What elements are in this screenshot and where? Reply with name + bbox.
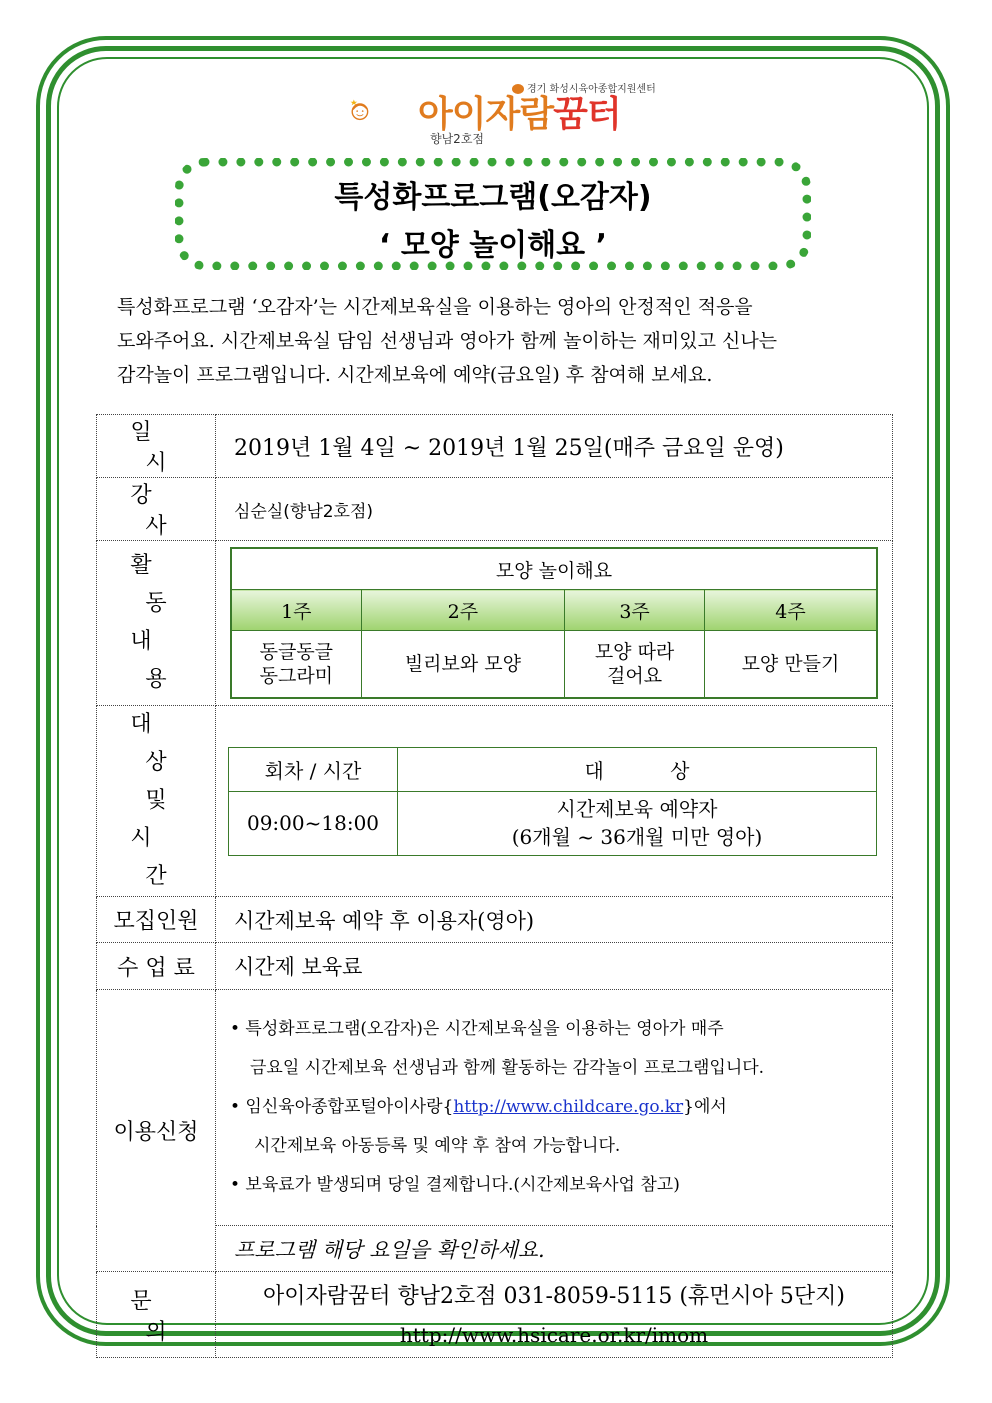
col-target-header: 대 상	[398, 747, 877, 791]
week-3: 3주	[565, 590, 705, 631]
week-2: 2주	[361, 590, 565, 631]
bullet-3: • 보육료가 발생되며 당일 결제합니다.(시간제보육사업 참고)	[230, 1175, 680, 1195]
activity-table	[230, 547, 878, 699]
apply-bullets	[216, 990, 893, 1226]
time-value: 09:00~18:00	[229, 791, 398, 855]
logo-org-name: 경기 화성시육아종합지원센터	[512, 80, 656, 95]
row-activity	[97, 541, 893, 706]
target-cell	[216, 706, 893, 897]
label-activity: 활 동 내 용	[97, 541, 216, 706]
label-fee: 수 업 료	[97, 943, 216, 990]
bullet-1-line1: • 특성화프로그램(오감자)은 시간제보육실을 이용하는 영아가 매주	[230, 1019, 724, 1039]
row-apply-note	[97, 1226, 893, 1272]
bullet-2-line2: 시간제보육 아동등록 및 예약 후 참여 가능합니다.	[254, 1136, 621, 1156]
row-contact	[97, 1272, 893, 1358]
intro-line: 도와주어요. 시간제보육실 담임 선생님과 영아가 함께 놀이하는 재미있고 신나는	[117, 330, 778, 352]
value-instructor: 심순실(향남2호점)	[216, 478, 893, 541]
intro-line: 특성화프로그램 ‘오감자’는 시간제보육실을 이용하는 영아의 안정적인 적응을	[117, 296, 753, 318]
week-4: 4주	[704, 590, 877, 631]
label-recruit: 모집인원	[97, 897, 216, 943]
value-fee: 시간제 보육료	[216, 943, 893, 990]
value-recruit: 시간제보육 예약 후 이용자(영아)	[216, 897, 893, 943]
label-apply: 이용신청	[97, 990, 216, 1272]
row-target	[97, 706, 893, 897]
activity-cell	[216, 541, 893, 706]
row-apply	[97, 990, 893, 1226]
week-2-content: 빌리보와 모양	[361, 631, 565, 699]
contact-phone: 아이자람꿈터 향남2호점 031-8059-5115 (휴먼시아 5단지)	[262, 1283, 845, 1309]
intro-line: 감각놀이 프로그램입니다. 시간제보육에 예약(금요일) 후 참여해 보세요.	[117, 364, 713, 386]
bullet-2-line1: • 임신육아종합포털아이사랑{http://www.childcare.go.kr}에서	[230, 1097, 727, 1117]
contact-cell	[216, 1272, 893, 1358]
row-instructor	[97, 478, 893, 541]
intro-paragraph	[117, 290, 877, 392]
row-recruit	[97, 897, 893, 943]
week-1: 1주	[231, 590, 361, 631]
label-target: 대 상 및 시 간	[97, 706, 216, 897]
program-title: 특성화프로그램(오감자)	[334, 180, 652, 215]
logo-text: 아이자람꿈터	[418, 94, 621, 135]
contact-url[interactable]: http://www.hsicare.or.kr/imom	[399, 1322, 709, 1347]
target-value: 시간제보육 예약자 (6개월 ~ 36개월 미만 영아)	[398, 791, 877, 855]
week-3-content: 모양 따라 걸어요	[565, 631, 705, 699]
apply-note: 프로그램 해당 요일을 확인하세요.	[216, 1226, 893, 1272]
info-table	[96, 414, 893, 1358]
program-subtitle: ‘ 모양 놀이해요 ’	[378, 228, 607, 263]
target-table	[228, 747, 877, 856]
week-4-content: 모양 만들기	[704, 631, 877, 699]
label-date: 일 시	[97, 415, 216, 478]
activity-header: 모양 놀이해요	[231, 548, 877, 590]
logo-branch: 향남2호점	[430, 132, 485, 146]
week-1-content: 동글동글 동그라미	[231, 631, 361, 699]
row-fee	[97, 943, 893, 990]
value-date: 2019년 1월 4일 ~ 2019년 1월 25일(매주 금요일 운영)	[216, 415, 893, 478]
row-date	[97, 415, 893, 478]
childcare-link[interactable]: http://www.childcare.go.kr	[453, 1097, 684, 1117]
bullet-1-line2: 금요일 시간제보육 선생님과 함께 활동하는 감각놀이 프로그램입니다.	[250, 1058, 765, 1078]
col-time-header: 회차 / 시간	[229, 747, 398, 791]
label-instructor: 강 사	[97, 478, 216, 541]
label-contact: 문 의	[97, 1272, 216, 1358]
